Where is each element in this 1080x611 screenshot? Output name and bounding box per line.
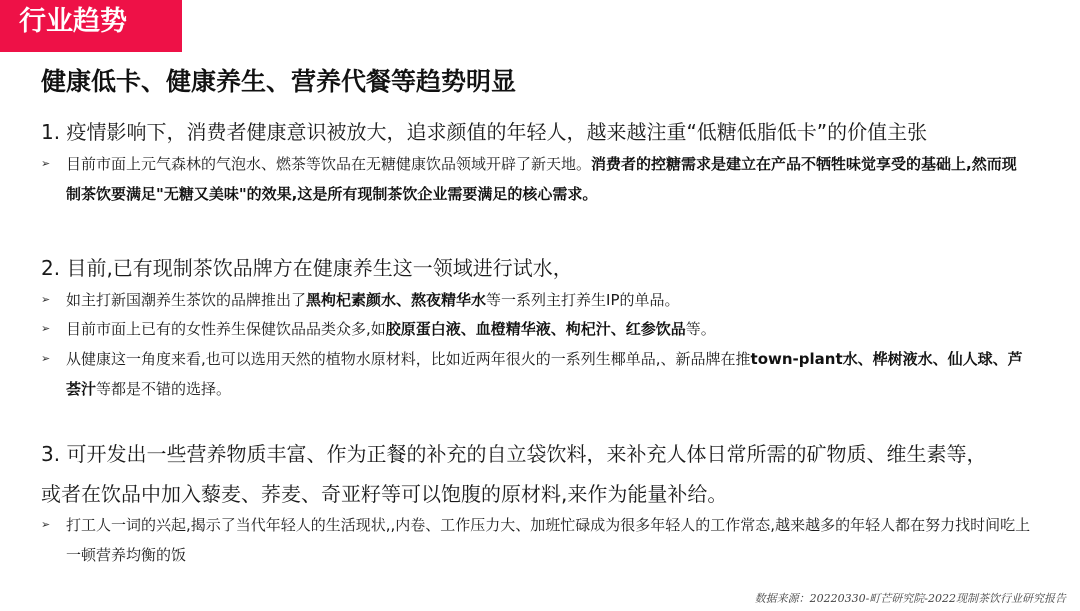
arrow-right-icon: ➢ — [41, 293, 51, 306]
bullet-text — [41, 510, 1031, 570]
text-run: 目前市面上元气森林的气泡水、燃茶等饮品在无糖健康饮品领域开辟了新天地。 — [66, 155, 592, 173]
bullet-1-1 — [41, 149, 1031, 209]
bold-run: 消费者的控糖需求是建立在产品不牺牲味觉享受的基础上,然而现制茶饮要满足"无糖又美味"的效果,这是所有现制茶饮企业需要满足的核心需求。 — [66, 155, 1017, 203]
bullet-text — [41, 314, 716, 344]
bullet-text — [41, 285, 680, 315]
bold-run: 胶原蛋白液、血橙精华液、枸杞汁、红参饮品 — [385, 320, 686, 338]
data-source-note: 数据来源：20220330-町芒研究院-2022现制茶饮行业研究报告 — [754, 592, 1066, 605]
text-run: 等一系列主打养生IP的单品。 — [486, 291, 680, 309]
bullet-2-1 — [41, 285, 680, 315]
bold-run: town-plant水、桦树液水、仙人球、芦荟汁 — [66, 350, 1023, 398]
bullet-2-3 — [41, 344, 1031, 404]
text-run: 从健康这一角度来看,也可以选用天然的植物水原材料，比如近两年很火的一系列生椰单品,、新品牌在推 — [66, 350, 751, 368]
bold-run: 黑枸杞素颜水、熬夜精华水 — [306, 291, 487, 309]
point-1: 1. 疫情影响下，消费者健康意识被放大，追求颜值的年轻人，越来越注重“低糖低脂低卡”的价值主张 — [41, 120, 928, 144]
arrow-right-icon: ➢ — [41, 518, 51, 531]
text-run: 等。 — [685, 320, 716, 338]
text-run: 目前市面上已有的女性养生保健饮品品类众多,如 — [66, 320, 386, 338]
section-tag: 行业趋势 — [0, 0, 182, 52]
text-run: 如主打新国潮养生茶饮的品牌推出了 — [66, 291, 307, 309]
slide-headline: 健康低卡、健康养生、营养代餐等趋势明显 — [41, 67, 517, 96]
point-2: 2. 目前,已有现制茶饮品牌方在健康养生这一领域进行试水， — [41, 256, 573, 280]
bullet-2-2 — [41, 314, 716, 344]
bullet-3-1 — [41, 510, 1031, 570]
point-3: 3. 可开发出一些营养物质丰富、作为正餐的补充的自立袋饮料，来补充人体日常所需的矿物质、维生素等， — [41, 442, 987, 466]
text-run: 等都是不错的选择。 — [96, 380, 232, 398]
arrow-right-icon: ➢ — [41, 322, 51, 335]
point-3-continued: 或者在饮品中加入藜麦、荞麦、奇亚籽等可以饱腹的原材料,来作为能量补给。 — [41, 482, 728, 506]
arrow-right-icon: ➢ — [41, 157, 51, 170]
bullet-text — [41, 344, 1031, 404]
arrow-right-icon: ➢ — [41, 352, 51, 365]
bullet-text — [41, 149, 1031, 209]
text-run: 打工人一词的兴起,揭示了当代年轻人的生活现状,,内卷、工作压力大、加班忙碌成为很多年轻人的工作常态,越来越多的年轻人都在努力找时间吃上一顿营养均衡的饭 — [66, 516, 1031, 564]
